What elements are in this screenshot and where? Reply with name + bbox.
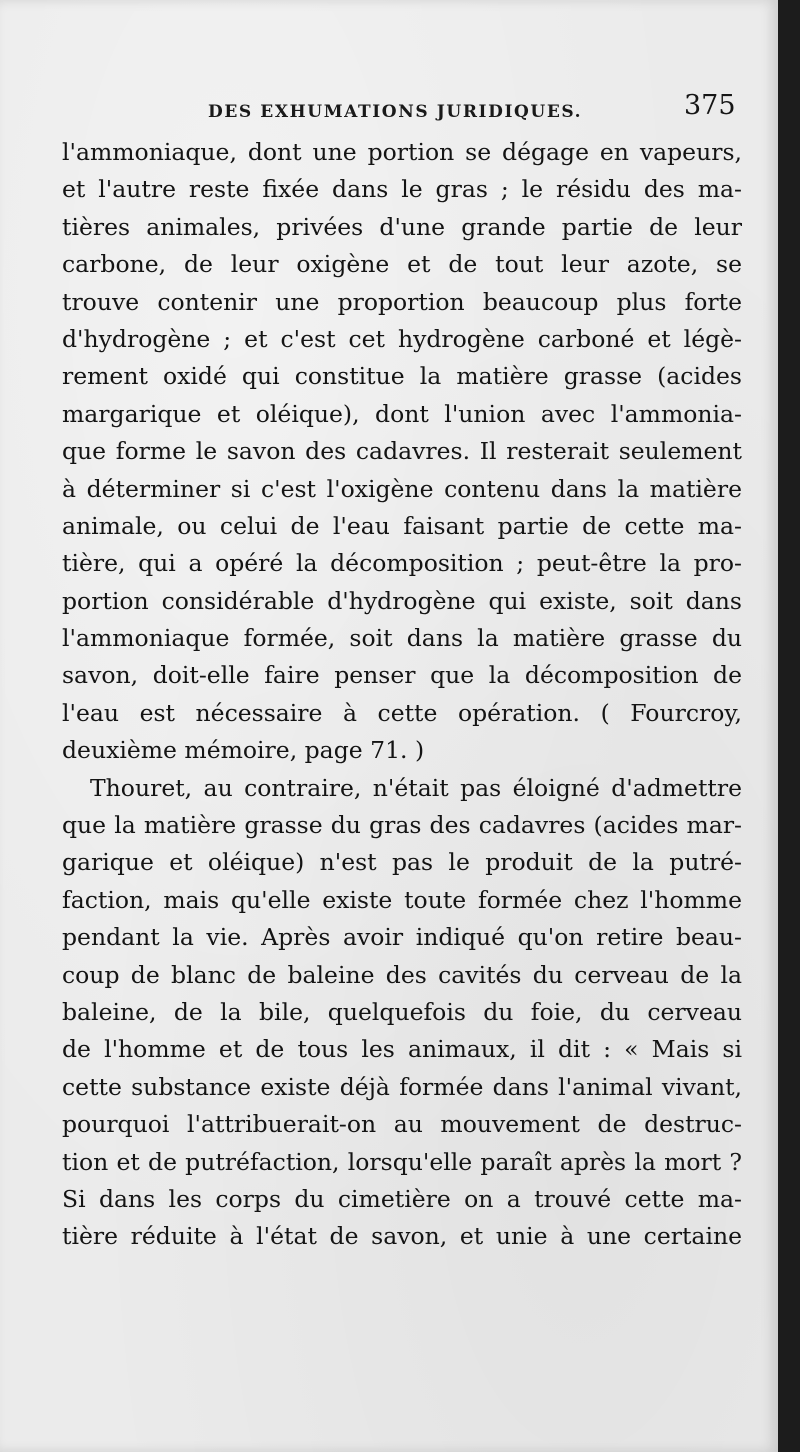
- text-line: tion et de putréfaction, lorsqu'elle paraît après la mort ?: [62, 1147, 742, 1176]
- text-line: coup de blanc de baleine des cavités du cerveau de la: [62, 960, 742, 989]
- text-line: que la matière grasse du gras des cadavres (acides mar-: [62, 811, 742, 840]
- text-line: trouve contenir une proportion beaucoup plus forte: [62, 287, 742, 316]
- text-line: rement oxidé qui constitue la matière grasse (acides: [62, 362, 742, 391]
- text-line: savon, doit-elle faire penser que la décomposition de: [62, 661, 742, 690]
- text-body: [62, 134, 742, 1256]
- text-line: l'ammoniaque, dont une portion se dégage en vapeurs,: [62, 138, 742, 166]
- text-line: pendant la vie. Après avoir indiqué qu'on retire beau-: [62, 923, 742, 952]
- text-line: portion considérable d'hydrogène qui existe, soit dans: [62, 586, 742, 615]
- text-line: que forme le savon des cadavres. Il resterait seulement: [62, 437, 742, 466]
- page-number: 375: [684, 90, 736, 121]
- text-line: l'ammoniaque formée, soit dans la matière grasse du: [62, 624, 742, 653]
- text-line: tière réduite à l'état de savon, et unie à une certaine: [62, 1222, 742, 1251]
- text-line: baleine, de la bile, quelquefois du foie, du cerveau: [62, 997, 742, 1026]
- text-line: tières animales, privées d'une grande partie de leur: [62, 212, 742, 241]
- text-line: carbone, de leur oxigène et de tout leur azote, se: [62, 250, 742, 279]
- text-line: tière, qui a opéré la décomposition ; peut-être la pro-: [62, 549, 742, 578]
- text-line: et l'autre reste fixée dans le gras ; le résidu des ma-: [62, 175, 742, 204]
- running-head: DES EXHUMATIONS JURIDIQUES.: [208, 102, 583, 122]
- text-line: pourquoi l'attribuerait-on au mouvement de destruc-: [62, 1110, 742, 1139]
- text-line: margarique et oléique), dont l'union avec l'ammonia-: [62, 399, 742, 428]
- text-line: l'eau est nécessaire à cette opération. ( Fourcroy,: [62, 698, 742, 727]
- paragraph-first-line: Thouret, au contraire, n'était pas éloigné d'admettre: [90, 773, 742, 802]
- text-line: faction, mais qu'elle existe toute formée chez l'homme: [62, 885, 742, 914]
- text-line: animale, ou celui de l'eau faisant partie de cette ma-: [62, 511, 742, 540]
- text-line: Si dans les corps du cimetière on a trouvé cette ma-: [62, 1184, 742, 1213]
- page-header: [0, 88, 778, 128]
- text-line: cette substance existe déjà formée dans l'animal vivant,: [62, 1072, 742, 1101]
- text-line: à déterminer si c'est l'oxigène contenu dans la matière: [62, 474, 742, 503]
- text-line: garique et oléique) n'est pas le produit de la putré-: [62, 848, 742, 877]
- text-line: d'hydrogène ; et c'est cet hydrogène carboné et légè-: [62, 324, 742, 353]
- text-line: de l'homme et de tous les animaux, il dit : « Mais si: [62, 1035, 742, 1064]
- paragraph-end-line: deuxième mémoire, page 71. ): [62, 736, 425, 765]
